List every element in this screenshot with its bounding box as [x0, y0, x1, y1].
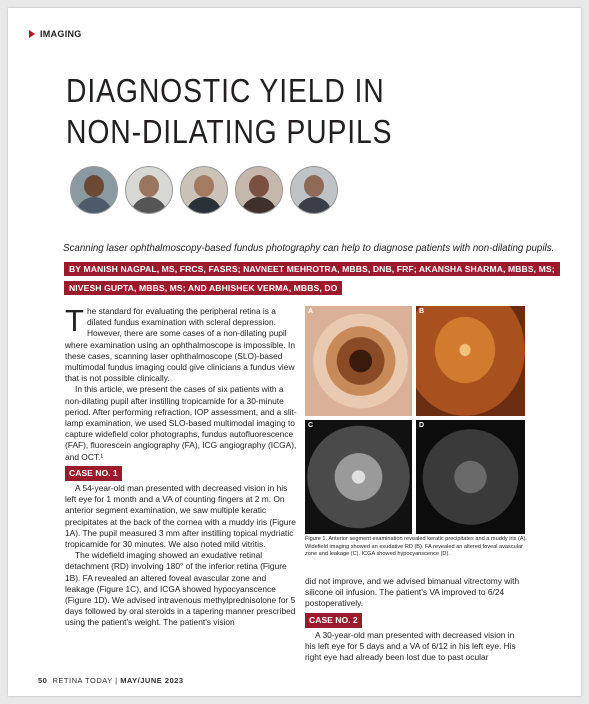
author-photos: [70, 166, 338, 214]
section-tag: [29, 29, 82, 39]
author-avatar: [125, 166, 173, 214]
case-2-label: CASE NO. 2: [305, 613, 362, 628]
author-avatar: [290, 166, 338, 214]
case-1-continued: did not improve, and we advised bimanual vitrectomy with silicone oil infusion. The patient's VA improved to 6/24 postoperatively.: [305, 576, 520, 609]
right-column: [305, 576, 527, 663]
article-page: [8, 8, 581, 696]
panel-label-c: C: [308, 422, 314, 429]
figure-panel-b: [416, 306, 525, 416]
drop-cap: T: [65, 303, 84, 338]
case-1-label: CASE NO. 1: [65, 466, 122, 481]
page-footer: 50 RETINA TODAY | MAY/JUNE 2023: [38, 676, 184, 685]
author-avatar: [70, 166, 118, 214]
title-line-2: NON-DILATING PUPILS: [66, 113, 393, 150]
figure-caption: Figure 1. Anterior segment examination revealed keratic precipitates and a muddy iris (A). Widefield imaging showed an exudative RD (B). FA revealed an altered foveal avascular zone and leakage (C). ICGA showed hypocyanscence (D).: [305, 536, 527, 558]
byline-line-1: BY MANISH NAGPAL, MS, FRCS, FASRS; NAVNEET MEHROTRA, MBBS, DNB, FRF; AKANSHA SHARMA, MBBS, MS;: [64, 262, 560, 276]
author-avatar: [235, 166, 283, 214]
figure-panel-d: [416, 420, 525, 534]
title-line-1: DIAGNOSTIC YIELD IN: [66, 72, 385, 109]
paragraph-2: In this article, we present the cases of six patients with a non-dilating pupil after instilling tropicamide for a 30-minute period. After performing refraction, IOP assessment, and a slit-lamp examination, we used SLO-based multimodal imaging to capture widefield color photographs, fundus autofluorescence (FAF), fluorescein angiography (FA), ICG angiography (ICGA), and OCT.¹: [65, 384, 297, 462]
figure-panel-a: [305, 306, 412, 416]
page-number: 50: [38, 676, 48, 685]
byline-line-2: NIVESH GUPTA, MBBS, MS; AND ABHISHEK VERMA, MBBS, DO: [64, 281, 342, 295]
figure-panel-c: [305, 420, 412, 534]
article-subtitle: Scanning laser ophthalmoscopy-based fundus photography can help to diagnose patients with non-dilating pupils.: [63, 242, 555, 254]
case-1-paragraph-2: The widefield imaging showed an exudative retinal detachment (RD) involving 180° of the inferior retina (Figure 1B). FA revealed an altered foveal avascular zone and leakage (Figure 1C), and ICGA showed hypocyanscence (Figure 1D). We advised intravenous methylprednisolone for 5 days followed by oral steroids in a tapering manner prescribed using the patient's weight. The patient's vision: [65, 550, 296, 628]
magazine-name: RETINA TODAY: [52, 676, 113, 685]
article-title: [66, 70, 392, 152]
case-1-paragraph-1: A 54-year-old man presented with decreased vision in his left eye for 1 month and a VA of counting fingers at 2 m. On anterior segment examination, we saw multiple keratic precipitates at the back of the cornea with a muddy iris (Figure 1A). The pupil measured 3 mm after instilling topical mydriatic tropicamide for 30 minutes. We also noted mild vitritis.: [65, 483, 296, 550]
issue-date: MAY/JUNE 2023: [120, 676, 184, 685]
byline: [64, 259, 555, 297]
panel-label-b: B: [419, 308, 425, 315]
section-label: IMAGING: [40, 29, 82, 39]
author-avatar: [180, 166, 228, 214]
panel-label-a: A: [308, 308, 314, 315]
left-column: [65, 303, 297, 629]
triangle-icon: [29, 30, 35, 38]
panel-label-d: D: [419, 422, 425, 429]
figure-1: [305, 306, 525, 534]
intro-paragraph: he standard for evaluating the peripheral retina is a dilated fundus examination with scleral depression. However, there are some cases of a non-dilating pupil where examination using an ophthalmoscope is impossible. In these cases, scanning laser ophthalmoscope (SLO)-based multimodal fundus imaging could give clinicians a fundus view that is not possible clinically.: [65, 306, 295, 384]
case-2-paragraph-1: A 30-year-old man presented with decreased vision in his left eye for 5 days and a VA of 6/12 in his left eye. His right eye had already been lost due to past ocular: [305, 629, 516, 663]
